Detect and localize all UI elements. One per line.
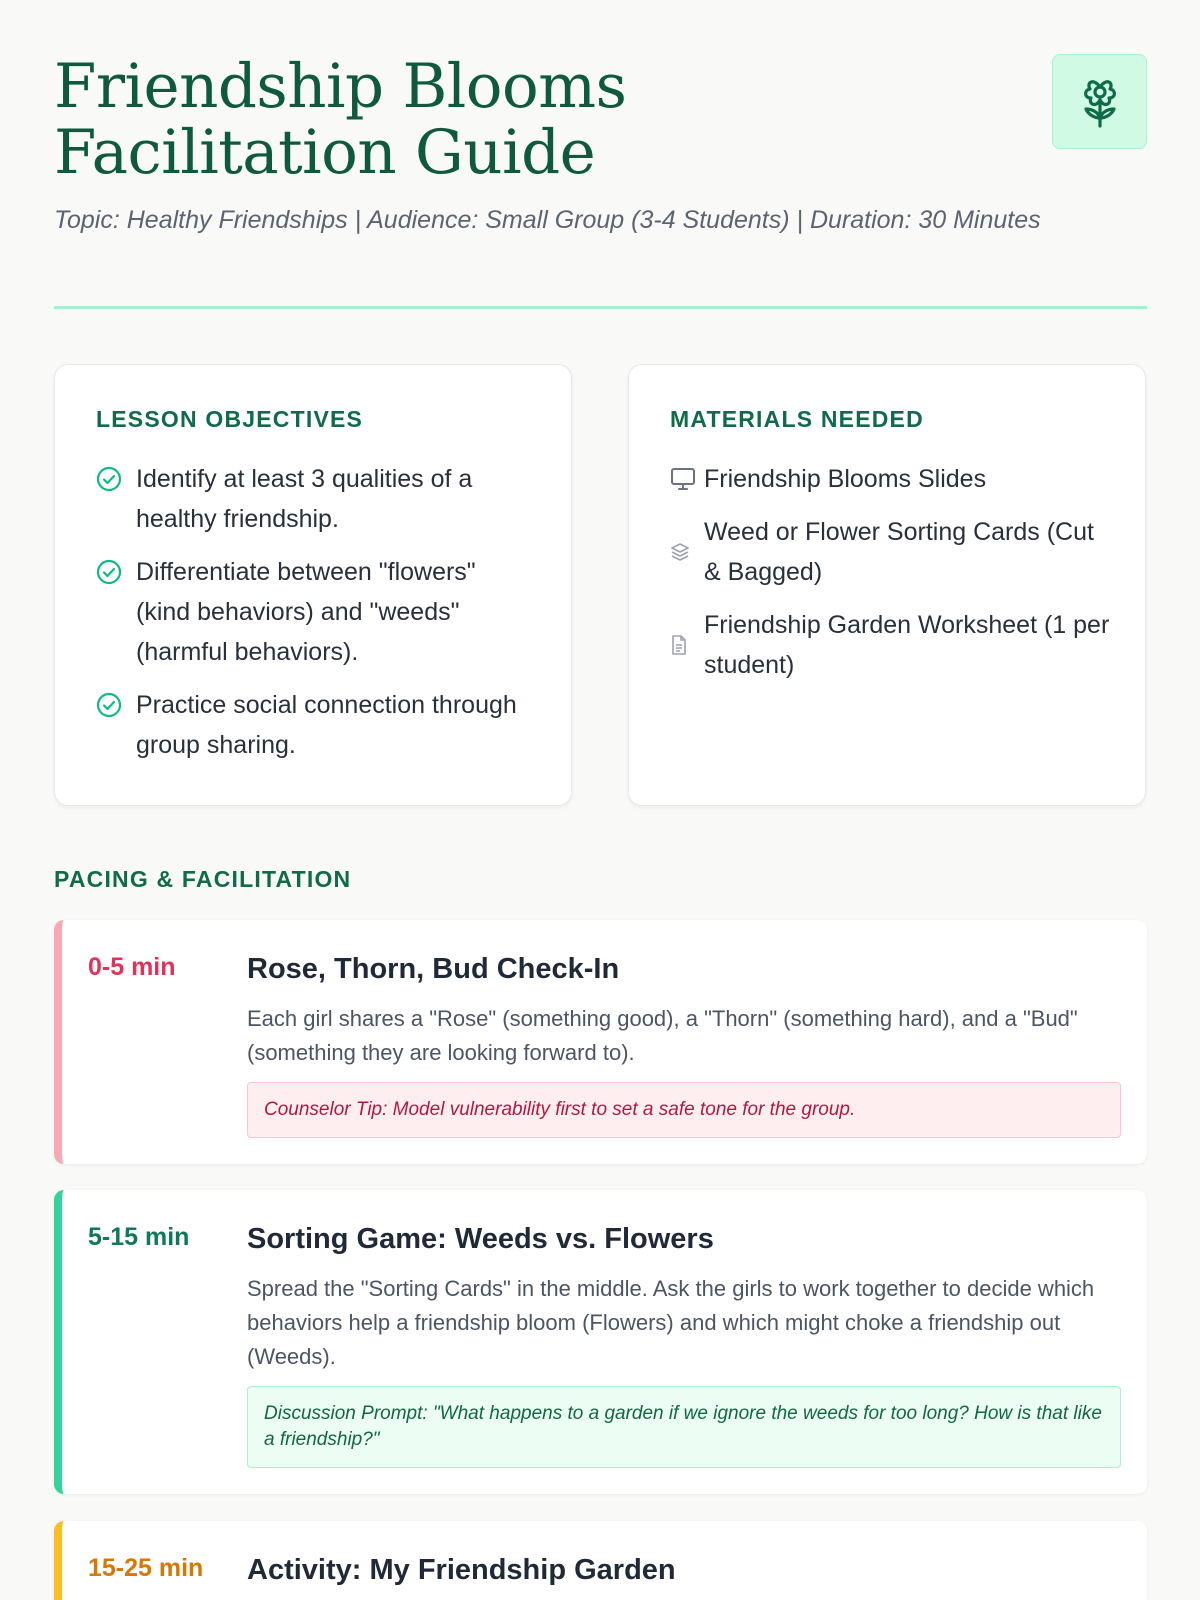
list-item (96, 459, 536, 539)
list-item (96, 552, 536, 672)
header-divider (54, 306, 1147, 309)
document-icon (670, 625, 704, 665)
monitor-icon (670, 459, 704, 499)
objectives-list (96, 459, 536, 778)
check-circle-icon (96, 552, 136, 592)
objectives-card (54, 364, 572, 806)
step-description: Each girl shares a "Rose" (something good), a "Thorn" (something hard), and a "Bud" (something they are looking forward to). (247, 1006, 1078, 1065)
materials-heading: MATERIALS NEEDED (670, 406, 924, 432)
materials-card (628, 364, 1146, 806)
material-text: Friendship Blooms Slides (704, 465, 987, 493)
facilitation-guide-page (54, 0, 1147, 1600)
page-title: Friendship Blooms Facilitation Guide (54, 51, 627, 188)
discussion-prompt: Discussion Prompt: "What happens to a garden if we ignore the weeds for too long? How is that like a friendship?" (247, 1386, 1121, 1468)
material-text: Weed or Flower Sorting Cards (Cut & Bagged) (704, 518, 1094, 586)
pacing-heading: PACING & FACILITATION (54, 866, 352, 892)
material-text: Friendship Garden Worksheet (1 per student) (704, 611, 1110, 679)
flower-icon (1080, 76, 1120, 128)
list-item (96, 685, 536, 765)
check-circle-icon (96, 685, 136, 725)
step-time: 15-25 min (88, 1554, 204, 1582)
layers-icon (670, 532, 704, 572)
list-item (670, 605, 1110, 685)
list-item (670, 512, 1110, 592)
page-subtitle: Topic: Healthy Friendships | Audience: Small Group (3-4 Students) | Duration: 30 Minutes (54, 206, 1041, 234)
step-time: 5-15 min (88, 1223, 190, 1251)
list-item (670, 459, 1110, 499)
check-circle-icon (96, 459, 136, 499)
step-title: Sorting Game: Weeds vs. Flowers (247, 1223, 714, 1255)
counselor-tip: Counselor Tip: Model vulnerability first to set a safe tone for the group. (247, 1082, 1121, 1138)
objectives-heading: LESSON OBJECTIVES (96, 406, 364, 432)
step-title: Activity: My Friendship Garden (247, 1554, 676, 1586)
objective-text: Differentiate between "flowers" (kind behaviors) and "weeds" (harmful behaviors). (136, 558, 476, 666)
objective-text: Practice social connection through group sharing. (136, 691, 517, 759)
logo-badge (1052, 54, 1147, 149)
materials-list (670, 459, 1110, 698)
step-description: Spread the "Sorting Cards" in the middle. Ask the girls to work together to decide which behaviors help a friendship bloom (Flowers) and which might choke a friendship out (Weeds). (247, 1276, 1095, 1369)
pacing-step (54, 920, 1147, 1164)
step-time: 0-5 min (88, 953, 176, 981)
step-title: Rose, Thorn, Bud Check-In (247, 953, 620, 985)
objective-text: Identify at least 3 qualities of a healthy friendship. (136, 465, 473, 533)
pacing-step (54, 1521, 1147, 1600)
pacing-step (54, 1190, 1147, 1494)
